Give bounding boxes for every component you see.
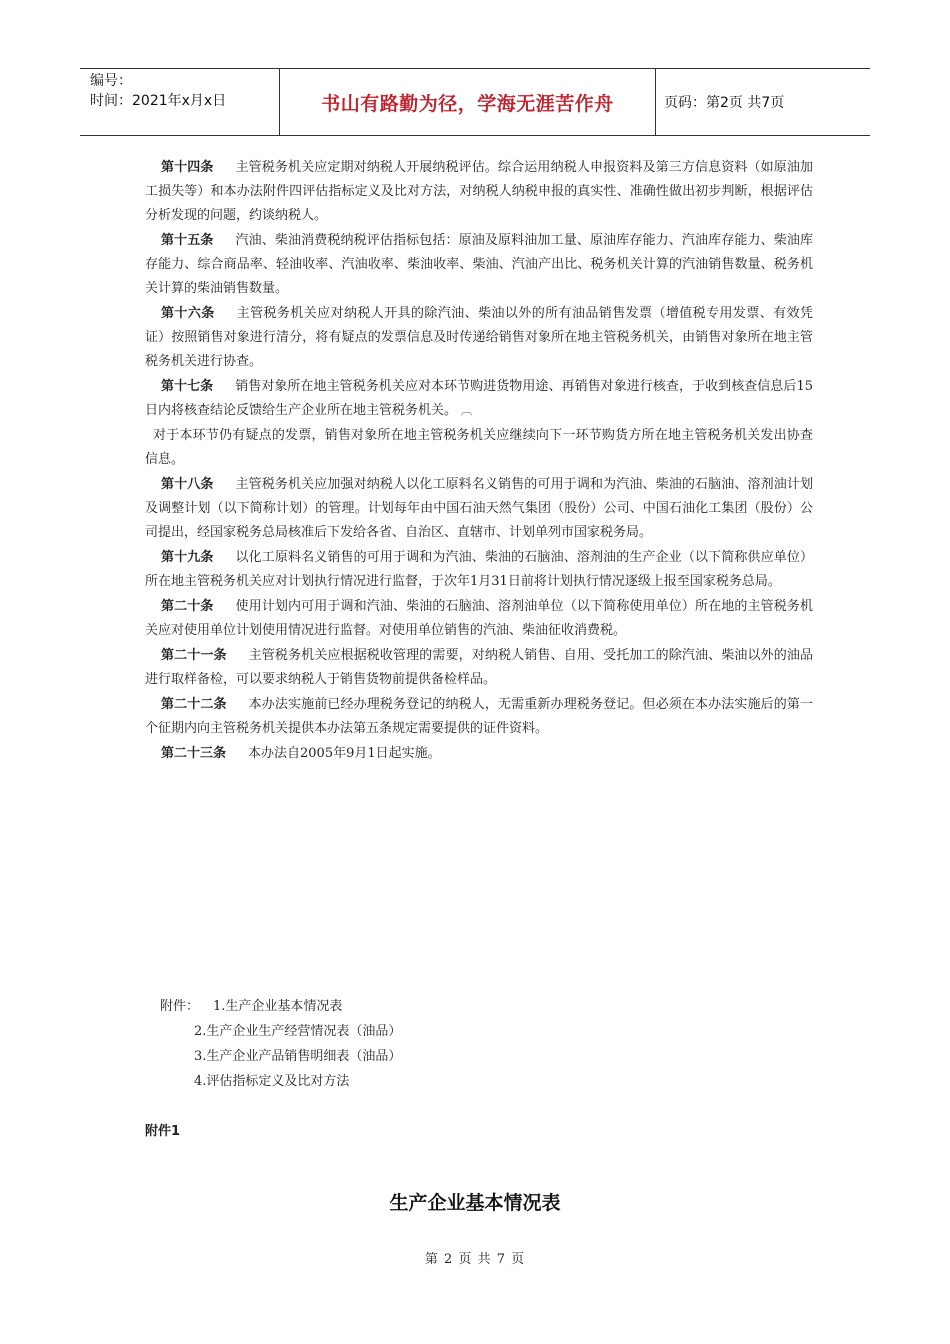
article-21 xyxy=(145,644,813,692)
article-number: 第十四条 xyxy=(161,160,214,175)
article-text: 使用计划内可用于调和汽油、柴油的石脑油、溶剂油单位（以下简称使用单位）所在地的主管税务机关应对使用单位计划使用情况进行监督。对使用单位销售的汽油、柴油征收消费税。 xyxy=(145,599,813,638)
article-text: 主管税务机关应定期对纳税人开展纳税评估。综合运用纳税人申报资料及第三方信息资料（如原油加工损失等）和本办法附件四评估指标定义及比对方法，对纳税人纳税申报的真实性、准确性做出初步判断，根据评估分析发现的问题，约谈纳税人。 xyxy=(145,160,813,223)
article-number: 第十五条 xyxy=(161,233,214,248)
article-number: 第十六条 xyxy=(161,306,215,321)
article-number: 第二十条 xyxy=(161,599,214,614)
article-number: 第二十三条 xyxy=(161,746,227,761)
attachments-list xyxy=(160,994,401,1094)
article-text: 主管税务机关应对纳税人开具的除汽油、柴油以外的所有油品销售发票（增值税专用发票、有效凭证）按照销售对象进行清分，将有疑点的发票信息及时传递给销售对象所在地主管税务机关，由销售对象所在地主管税务机关进行协查。 xyxy=(145,306,813,369)
article-text: 对于本环节仍有疑点的发票，销售对象所在地主管税务机关应继续向下一环节购货方所在地主管税务机关发出协查信息。 xyxy=(145,428,813,467)
article-18 xyxy=(145,473,813,545)
article-text: 本办法自2005年9月1日起实施。 xyxy=(248,746,441,761)
article-22 xyxy=(145,693,813,741)
article-text: 汽油、柴油消费税纳税评估指标包括：原油及原料油加工量、原油库存能力、汽油库存能力、柴油库存能力、综合商品率、轻油收率、汽油收率、柴油收率、柴油、汽油产出比、税务机关计算的汽油销售数量、税务机关计算的柴油销售数量。 xyxy=(145,233,813,296)
article-number: 第十九条 xyxy=(161,550,214,565)
document-body xyxy=(145,156,813,767)
number-label: 编号： xyxy=(90,73,132,89)
header-meta xyxy=(80,69,280,135)
article-19 xyxy=(145,546,813,594)
article-text: 以化工原料名义销售的可用于调和为汽油、柴油的石脑油、溶剂油的生产企业（以下简称供应单位）所在地主管税务机关应对计划执行情况进行监督，于次年1月31日前将计划执行情况逐级上报至国家税务总局。 xyxy=(145,550,813,589)
attachment-item: 3.生产企业产品销售明细表（油品） xyxy=(194,1049,402,1064)
header-motto: 书山有路勤为径，学海无涯苦作舟 xyxy=(280,69,656,135)
article-number: 第二十二条 xyxy=(161,697,227,712)
article-number: 第十八条 xyxy=(161,477,214,492)
article-20 xyxy=(145,595,813,643)
attachments-label: 附件： xyxy=(160,999,200,1014)
inline-mark: ︹ xyxy=(461,404,473,417)
attachment-item: 2.生产企业生产经营情况表（油品） xyxy=(194,1024,402,1039)
date-label: 时间：2021年x月x日 xyxy=(90,93,227,109)
article-number: 第二十一条 xyxy=(161,648,227,663)
article-17-continued xyxy=(145,424,813,472)
article-text: 主管税务机关应根据税收管理的需要，对纳税人销售、自用、受托加工的除汽油、柴油以外的油品进行取样备检，可以要求纳税人于销售货物前提供备检样品。 xyxy=(145,648,813,687)
article-16 xyxy=(145,302,813,374)
attachment-item: 4.评估指标定义及比对方法 xyxy=(194,1074,350,1089)
attachment-item-label: 1.生产企业基本情况表 xyxy=(213,999,343,1014)
article-15 xyxy=(145,229,813,301)
page-header xyxy=(80,68,870,136)
article-14 xyxy=(145,156,813,228)
article-text: 销售对象所在地主管税务机关应对本环节购进货物用途、再销售对象进行核查，于收到核查信息后15日内将核查结论反馈给生产企业所在地主管税务机关。 xyxy=(145,379,813,418)
appendix-label: 附件1 xyxy=(145,1124,181,1139)
article-text: 本办法实施前已经办理税务登记的纳税人，无需重新办理税务登记。但必须在本办法实施后的第一个征期内向主管税务机关提供本办法第五条规定需要提供的证件资料。 xyxy=(145,697,813,736)
page-footer: 第 2 页 共 7 页 xyxy=(424,1252,526,1267)
article-text: 主管税务机关应加强对纳税人以化工原料名义销售的可用于调和为汽油、柴油的石脑油、溶剂油计划及调整计划（以下简称计划）的管理。计划每年由中国石油天然气集团（股份）公司、中国石油化工集团（股份）公司提出，经国家税务总局核准后下发给各省、自治区、直辖市、计划单列市国家税务局。 xyxy=(145,477,813,540)
table-title: 生产企业基本情况表 xyxy=(389,1192,561,1214)
header-page-info: 页码：第2页 共7页 xyxy=(664,95,785,111)
attachment-item xyxy=(160,994,401,1019)
article-number: 第十七条 xyxy=(161,379,214,394)
article-17 xyxy=(145,375,813,423)
article-23 xyxy=(145,742,813,766)
